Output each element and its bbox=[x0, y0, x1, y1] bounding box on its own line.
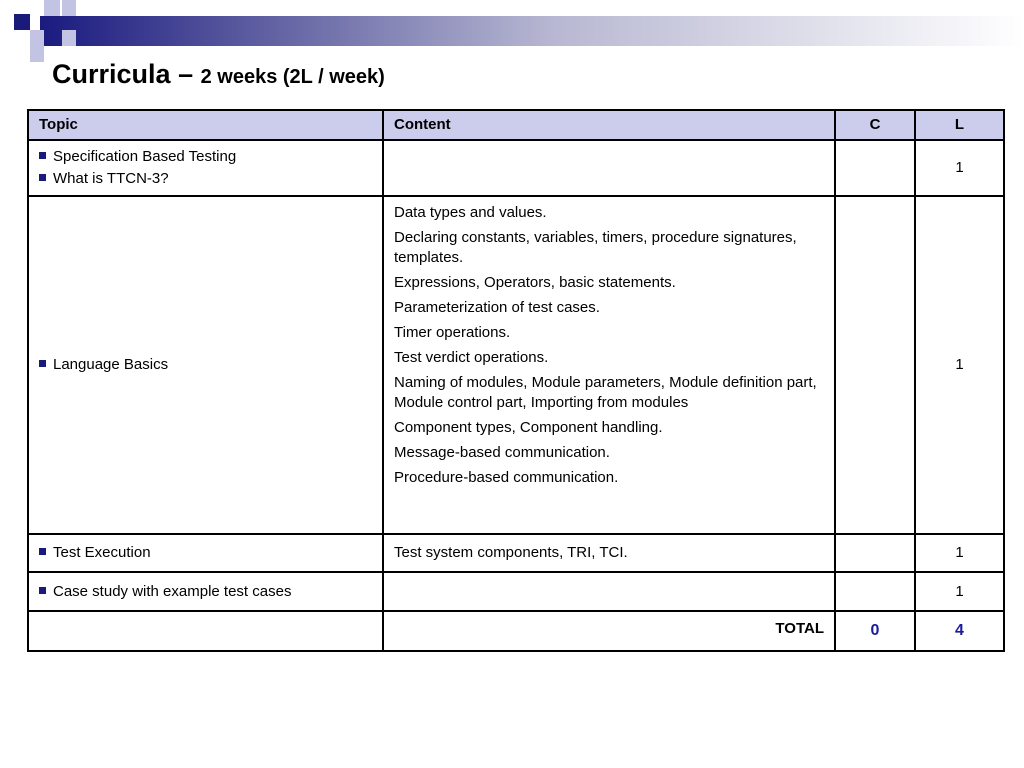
topic-item bbox=[39, 169, 372, 189]
content-item: Timer operations. bbox=[394, 324, 511, 341]
square-bullet-icon bbox=[39, 360, 46, 367]
topic-item bbox=[39, 147, 372, 167]
topic-text: Test Execution bbox=[53, 544, 151, 561]
l-cell: 1 bbox=[915, 196, 1004, 534]
decor-square bbox=[14, 14, 30, 30]
topic-item bbox=[39, 355, 372, 375]
l-cell: 1 bbox=[915, 572, 1004, 611]
decor-square bbox=[62, 0, 76, 16]
table-row bbox=[28, 140, 1004, 196]
total-l: 4 bbox=[915, 611, 1004, 651]
c-cell bbox=[835, 196, 915, 534]
page-title bbox=[52, 57, 385, 94]
content-item: Naming of modules, Module parameters, Module definition part, Module control part, Importing from modules bbox=[394, 374, 817, 411]
decor-square bbox=[30, 30, 44, 46]
content-cell bbox=[383, 534, 835, 572]
content-item: Test system components, TRI, TCI. bbox=[394, 544, 628, 561]
content-item: Test verdict operations. bbox=[394, 349, 549, 366]
topic-cell bbox=[28, 196, 383, 534]
header-gradient-bar bbox=[40, 16, 1024, 46]
square-bullet-icon bbox=[39, 174, 46, 181]
header-l: L bbox=[915, 110, 1004, 140]
total-c: 0 bbox=[835, 611, 915, 651]
content-cell bbox=[383, 140, 835, 196]
square-bullet-icon bbox=[39, 587, 46, 594]
topic-cell bbox=[28, 572, 383, 611]
content-item: Procedure-based communication. bbox=[394, 469, 619, 486]
topic-text: Language Basics bbox=[53, 356, 169, 373]
topic-item bbox=[39, 582, 372, 602]
topic-item bbox=[39, 543, 372, 563]
topic-text: Specification Based Testing bbox=[53, 148, 237, 165]
header-c: C bbox=[835, 110, 915, 140]
content-item: Parameterization of test cases. bbox=[394, 299, 600, 316]
decor-square bbox=[30, 46, 44, 62]
total-empty-cell bbox=[28, 611, 383, 651]
table-row bbox=[28, 534, 1004, 572]
title-dash: – bbox=[178, 59, 194, 89]
content-item: Message-based communication. bbox=[394, 444, 610, 461]
topic-cell bbox=[28, 140, 383, 196]
square-bullet-icon bbox=[39, 152, 46, 159]
topic-text: What is TTCN-3? bbox=[53, 170, 169, 187]
content-item: Data types and values. bbox=[394, 204, 547, 221]
l-cell: 1 bbox=[915, 534, 1004, 572]
content-item: Expressions, Operators, basic statements. bbox=[394, 274, 676, 291]
content-cell bbox=[383, 572, 835, 611]
content-item: Declaring constants, variables, timers, procedure signatures, templates. bbox=[394, 229, 797, 266]
title-main: Curricula bbox=[52, 59, 171, 89]
header-content: Content bbox=[383, 110, 835, 140]
curricula-table bbox=[27, 109, 1005, 652]
header-topic: Topic bbox=[28, 110, 383, 140]
table-row bbox=[28, 196, 1004, 534]
content-item: Component types, Component handling. bbox=[394, 419, 663, 436]
square-bullet-icon bbox=[39, 548, 46, 555]
title-subtitle: 2 weeks (2L / week) bbox=[200, 66, 385, 88]
c-cell bbox=[835, 140, 915, 196]
topic-text: Case study with example test cases bbox=[53, 582, 292, 600]
c-cell bbox=[835, 534, 915, 572]
table-header-row bbox=[28, 110, 1004, 140]
total-row bbox=[28, 611, 1004, 651]
l-cell: 1 bbox=[915, 140, 1004, 196]
c-cell bbox=[835, 572, 915, 611]
content-cell bbox=[383, 196, 835, 534]
table-row bbox=[28, 572, 1004, 611]
total-label: TOTAL bbox=[383, 611, 835, 651]
topic-cell bbox=[28, 534, 383, 572]
decor-square bbox=[44, 0, 60, 16]
decor-square bbox=[62, 30, 76, 46]
